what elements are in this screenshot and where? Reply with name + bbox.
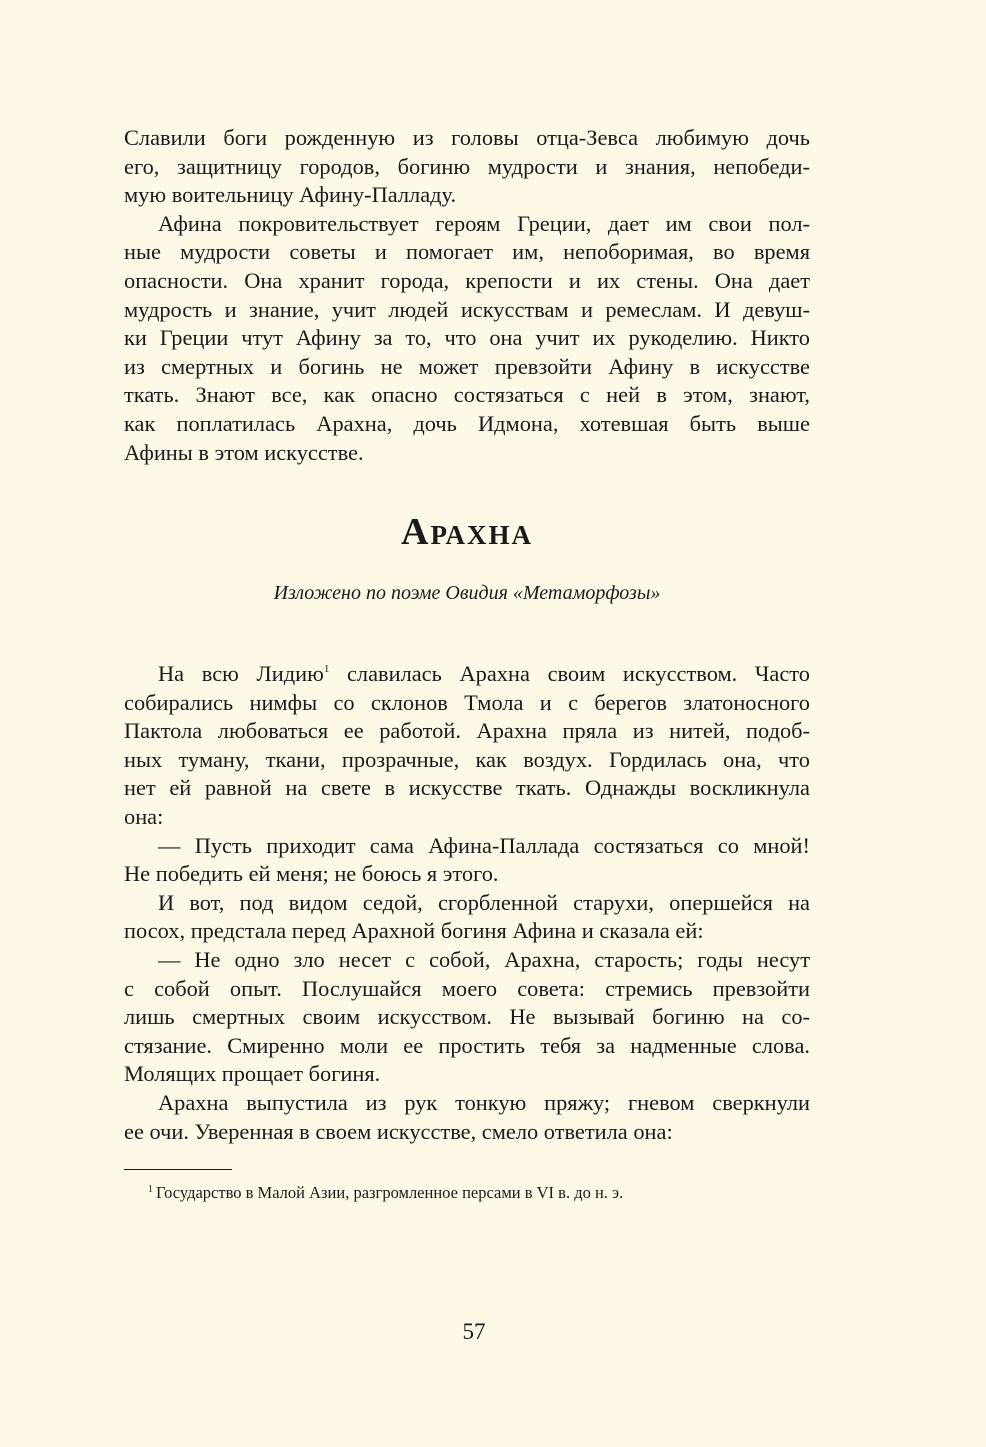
intro-paragraph-1 [124,124,810,210]
chapter-subtitle: Изложено по поэме Овидия «Метаморфозы» [273,582,661,604]
text-line: И вот, под видом седой, сгорбленной старухи, опершейся на [158,889,810,915]
text-line [124,660,810,689]
text-line: посох, предстала перед Арахной богиня Афина и сказала ей: [124,918,704,944]
text-line: Славили боги рожденную из головы отца-Зевса любимую дочь [124,125,810,150]
page-number: 57 [462,1319,486,1344]
body-paragraph-4 [124,946,810,1089]
text-line: Молящих прощает богиня. [124,1061,381,1087]
text-line: как поплатилась Арахна, дочь Идмона, хотевшая быть выше [124,410,810,436]
text-fragment: На всю Лидию [158,661,324,686]
text-line: опасности. Она хранит города, крепости и их стены. Она дает [124,267,810,293]
text-line: мую воительницу Афину-Палладу. [124,182,457,208]
text-line: — Не одно зло несет с собой, Арахна, старость; годы несут [158,946,810,972]
intro-paragraph-2 [124,210,810,467]
text-line: из смертных и богинь не может превзойти Афину в искусстве [124,353,810,379]
text-line: ки Греции чтут Афину за то, что она учит их рукоделию. Никто [124,325,810,351]
body-paragraph-3 [124,889,810,946]
body-paragraph-1 [124,660,810,832]
footnote-marker: 1 [148,1184,153,1195]
text-line: Пактола любоваться ее работой. Арахна пряла из нитей, подоб- [124,718,810,744]
text-line: ных туману, ткани, прозрачные, как воздух. Гордилась она, что [124,746,810,772]
text-line: стязание. Смиренно моли ее простить тебя за надменные слова. [124,1032,810,1058]
text-fragment: славилась Арахна своим искусством. Часто [329,661,810,686]
body-paragraph-5 [124,1089,810,1146]
text-line: нет ей равной на свете в искусстве ткать. Однажды воскликнула [124,775,810,801]
text-line: собирались нимфы со склонов Тмола и с берегов златоносного [124,689,810,715]
text-line: Афина покровительствует героям Греции, дает им свои пол- [158,210,810,236]
footnote [148,1182,623,1204]
text-line: Не победить ей меня; не боюсь я этого. [124,861,499,887]
footnote-text: Государство в Малой Азии, разгромленное персами в VI в. до н. э. [156,1183,624,1202]
chapter-text [124,660,810,1146]
text-line: Арахна выпустила из рук тонкую пряжу; гневом сверкнули [158,1089,810,1115]
intro-text [124,124,810,467]
text-line: лишь смертных своим искусством. Не вызывай богиню на со- [124,1004,810,1030]
text-line: — Пусть приходит сама Афина-Паллада состязаться со мной! [158,832,810,858]
body-paragraph-2 [124,832,810,889]
text-line: его, защитницу городов, богиню мудрости и знания, непобеди- [124,153,810,179]
footnote-divider [124,1169,232,1170]
text-line: с собой опыт. Послушайся моего совета: стремись превзойти [124,975,810,1001]
footnote-reference[interactable]: 1 [323,663,330,675]
text-line: ее очи. Уверенная в своем искусстве, смело ответила она: [124,1118,673,1144]
text-line: мудрость и знание, учит людей искусствам и ремеслам. И девуш- [124,296,810,322]
text-line: ткать. Знают все, как опасно состязаться с ней в этом, знают, [124,382,810,408]
text-line: она: [124,803,164,829]
text-line: ные мудрости советы и помогает им, непоборимая, во время [124,239,810,265]
text-line: Афины в этом искусстве. [124,439,364,465]
chapter-title: Арахна [401,511,533,553]
